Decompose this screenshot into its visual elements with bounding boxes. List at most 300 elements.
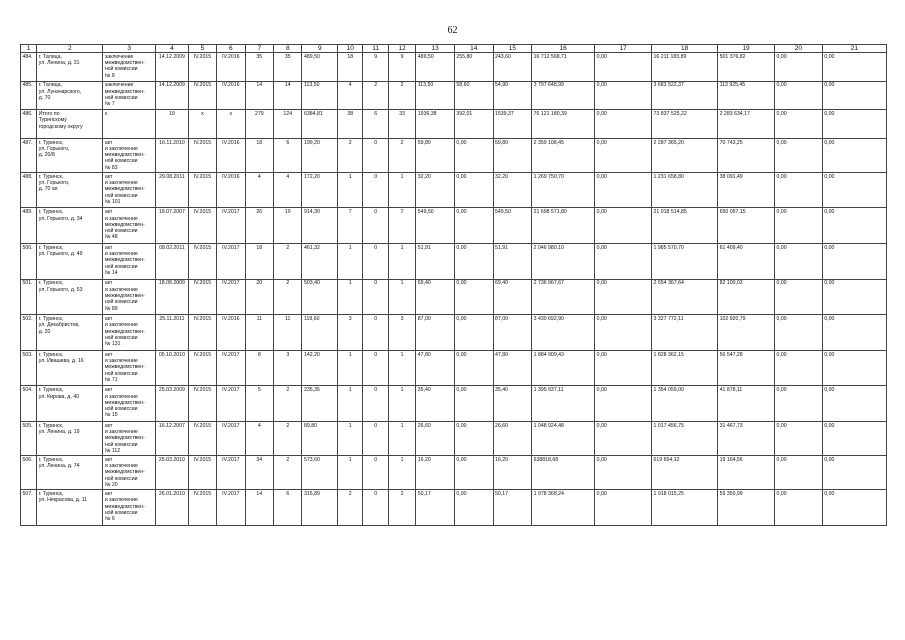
table-cell: 16 211 183,89 <box>652 53 718 82</box>
table-row <box>21 315 887 351</box>
table-cell: 58,60 <box>454 81 493 110</box>
table-cell: 2 046 980,10 <box>532 244 595 280</box>
table-cell: 549,50 <box>416 208 455 244</box>
table-cell: 484. <box>21 53 37 82</box>
table-cell: акт и заключение межведомствен- ной комиссии № 101 <box>103 172 156 208</box>
table-cell: 54,90 <box>493 81 532 110</box>
table-cell: 1 <box>388 456 415 490</box>
table-cell: 0,00 <box>775 456 823 490</box>
table-cell: 2 <box>338 138 363 172</box>
table-cell: заключение межведомствен- ной комиссии № 7 <box>103 81 156 110</box>
table-cell: 0,00 <box>595 81 652 110</box>
table-cell: 69,40 <box>493 279 532 315</box>
table-cell: 31 467,73 <box>718 422 775 456</box>
table-cell: 650 057,15 <box>718 208 775 244</box>
table-cell: 0,00 <box>822 490 886 526</box>
table-cell: акт и заключение межведомствен- ной комиссии № 20 <box>103 456 156 490</box>
table-cell: IV.2015 <box>188 279 216 315</box>
table-cell: 47,80 <box>416 350 455 386</box>
column-number-row <box>21 45 887 53</box>
table-row <box>21 244 887 280</box>
table-cell: 124 <box>274 110 302 139</box>
table-cell: 506. <box>21 456 37 490</box>
table-cell: 142,20 <box>302 350 338 386</box>
table-cell: 1 354 059,00 <box>652 386 718 422</box>
table-cell: 59,80 <box>416 138 455 172</box>
table-cell: 0 <box>363 208 388 244</box>
table-cell: 1 017 456,75 <box>652 422 718 456</box>
table-cell: 0,00 <box>822 172 886 208</box>
table-cell: 18 <box>245 244 273 280</box>
table-cell: 32,20 <box>416 172 455 208</box>
table-cell: 113,50 <box>302 81 338 110</box>
table-cell: 0,00 <box>822 208 886 244</box>
table-cell: 87,00 <box>493 315 532 351</box>
table-cell: 9 <box>363 53 388 82</box>
table-row <box>21 81 887 110</box>
table-cell: 0,00 <box>775 490 823 526</box>
table-cell: 1 <box>388 422 415 456</box>
table-cell: г. Туринск, ул. Ленина, д. 74 <box>37 456 103 490</box>
table-cell: 0,00 <box>822 386 886 422</box>
table-cell: 2 <box>363 81 388 110</box>
table-cell: 573,60 <box>302 456 338 490</box>
table-cell: 87,00 <box>416 315 455 351</box>
table-cell: IV.2016 <box>217 315 245 351</box>
table-cell: 0,00 <box>822 279 886 315</box>
table-cell: x <box>217 110 245 139</box>
table-cell: 0,00 <box>454 386 493 422</box>
table-cell: 2 <box>274 422 302 456</box>
table-cell: 392,01 <box>454 110 493 139</box>
table-cell: 25.03.2010 <box>156 456 189 490</box>
table-cell: 1 <box>388 244 415 280</box>
table-cell: 0,00 <box>595 350 652 386</box>
table-cell: 0 <box>363 172 388 208</box>
column-number-header: 14 <box>454 45 493 53</box>
table-cell: 486. <box>21 110 37 139</box>
table-cell: IV.2015 <box>188 53 216 82</box>
table-cell: акт и заключение межведомствен- ной комиссии № 71 <box>103 350 156 386</box>
table-cell: 1 <box>338 386 363 422</box>
table-cell: 0,00 <box>595 386 652 422</box>
table-cell: г. Талица, ул. Луначарского, д. 70 <box>37 81 103 110</box>
table-cell: 3 <box>338 315 363 351</box>
table-cell: 0 <box>363 350 388 386</box>
table-cell: 19.07.2007 <box>156 208 189 244</box>
table-cell: 638818,68 <box>532 456 595 490</box>
table-cell: 4 <box>245 422 273 456</box>
column-number-header: 9 <box>302 45 338 53</box>
table-cell: 0,00 <box>775 244 823 280</box>
table-cell: 1 <box>338 422 363 456</box>
table-cell: 29.08.2011 <box>156 172 189 208</box>
table-cell: 3 430 692,90 <box>532 315 595 351</box>
column-number-header: 20 <box>775 45 823 53</box>
table-cell: 503. <box>21 350 37 386</box>
column-number-header: 2 <box>37 45 103 53</box>
table-cell: IV.2017 <box>217 386 245 422</box>
table-cell: г. Туринск, ул. Некрасова, д. 11 <box>37 490 103 526</box>
column-number-header: 8 <box>274 45 302 53</box>
table-cell: 1 884 909,43 <box>532 350 595 386</box>
table-cell: акт и заключение межведомствен- ной комиссии № 15 <box>103 386 156 422</box>
table-cell: 3 <box>388 315 415 351</box>
table-cell: 3 327 772,11 <box>652 315 718 351</box>
table-cell: 51,91 <box>416 244 455 280</box>
table-row <box>21 279 887 315</box>
table-cell: 914,30 <box>302 208 338 244</box>
table-cell: г. Туринск, ул. Горького, д. 70 ая <box>37 172 103 208</box>
column-number-header: 1 <box>21 45 37 53</box>
table-cell: 487. <box>21 138 37 172</box>
table-cell: IV.2015 <box>188 315 216 351</box>
table-cell: 1 <box>338 456 363 490</box>
table-cell: 8 <box>245 350 273 386</box>
table-cell: 6 <box>274 138 302 172</box>
table-cell: 0,00 <box>595 172 652 208</box>
table-cell: 21 018 514,85 <box>652 208 718 244</box>
table-cell: 26 <box>245 208 273 244</box>
table-cell: акт и заключение межведомствен- ной комиссии № 48 <box>103 208 156 244</box>
table-cell: 05.10.2010 <box>156 350 189 386</box>
table-cell: 59,80 <box>493 138 532 172</box>
column-number-header: 16 <box>532 45 595 53</box>
table-cell: 1 <box>388 279 415 315</box>
column-number-header: 4 <box>156 45 189 53</box>
column-number-header: 21 <box>822 45 886 53</box>
column-number-header: 10 <box>338 45 363 53</box>
table-cell: 26,60 <box>493 422 532 456</box>
table-cell: 1 <box>388 350 415 386</box>
table-cell: 507. <box>21 490 37 526</box>
table-cell: 1 <box>338 244 363 280</box>
table-cell: 315,89 <box>302 490 338 526</box>
table-cell: 0,00 <box>775 138 823 172</box>
column-number-header: 11 <box>363 45 388 53</box>
table-cell: г. Туринск, ул. Ивашева, д. 16 <box>37 350 103 386</box>
table-cell: г. Туринск, ул. Горького, д. 49 <box>37 244 103 280</box>
column-number-header: 3 <box>103 45 156 53</box>
table-row <box>21 208 887 244</box>
table-cell: IV.2017 <box>217 422 245 456</box>
table-cell: г. Туринск, ул. Горького, д. 34 <box>37 208 103 244</box>
table-cell: 2 <box>274 279 302 315</box>
table-cell: 549,50 <box>493 208 532 244</box>
table-cell: 16 712 568,71 <box>532 53 595 82</box>
table-cell: 1 048 924,48 <box>532 422 595 456</box>
table-cell: IV.2017 <box>217 456 245 490</box>
table-row <box>21 110 887 139</box>
table-cell: г. Туринск, ул. Горького, д. 20/8 <box>37 138 103 172</box>
column-number-header: 7 <box>245 45 273 53</box>
table-cell: 1 269 750,70 <box>532 172 595 208</box>
table-cell: 7 <box>388 208 415 244</box>
table-cell: IV.2016 <box>217 81 245 110</box>
table-cell: 89,80 <box>302 422 338 456</box>
table-cell: IV.2015 <box>188 350 216 386</box>
column-number-header: 15 <box>493 45 532 53</box>
table-cell: 505. <box>21 422 37 456</box>
column-number-header: 6 <box>217 45 245 53</box>
table-cell: 0,00 <box>775 422 823 456</box>
table-cell: 0,00 <box>822 315 886 351</box>
table-cell: 20 <box>245 279 273 315</box>
table-cell: 6 <box>363 110 388 139</box>
table-cell: 82 100,03 <box>718 279 775 315</box>
table-cell: 501 376,82 <box>718 53 775 82</box>
table-cell: 461,32 <box>302 244 338 280</box>
table-cell: IV.2017 <box>217 279 245 315</box>
table-cell: 1 <box>338 350 363 386</box>
table-cell: 0,00 <box>454 244 493 280</box>
table-cell: 2 <box>388 81 415 110</box>
table-cell: 1 918 015,25 <box>652 490 718 526</box>
table-cell: 34 <box>245 456 273 490</box>
table-cell: 0,00 <box>775 208 823 244</box>
table-cell: 73 837 525,22 <box>652 110 718 139</box>
table-cell: 19 <box>274 208 302 244</box>
table-cell: 0,00 <box>595 138 652 172</box>
table-cell: IV.2017 <box>217 490 245 526</box>
table-cell: 2 359 108,45 <box>532 138 595 172</box>
table-cell: IV.2016 <box>217 138 245 172</box>
table-cell: 1539,37 <box>493 110 532 139</box>
table-cell: 35 <box>245 53 273 82</box>
table-cell: x <box>103 110 156 139</box>
table-cell: 1 828 362,15 <box>652 350 718 386</box>
table-cell: 1 <box>338 279 363 315</box>
table-row <box>21 422 887 456</box>
table-cell: 6 <box>274 490 302 526</box>
table-cell: 26.01.2010 <box>156 490 189 526</box>
table-cell: 0,00 <box>454 172 493 208</box>
table-cell: 279 <box>245 110 273 139</box>
table-cell: 51,91 <box>493 244 532 280</box>
table-cell: 0,00 <box>454 315 493 351</box>
table-cell: 0,00 <box>454 208 493 244</box>
table-cell: 14.12.2009 <box>156 53 189 82</box>
table-cell: Итого по Туринскому городскому округу <box>37 110 103 139</box>
column-number-header: 19 <box>718 45 775 53</box>
column-number-header: 12 <box>388 45 415 53</box>
table-cell: 1 395 937,11 <box>532 386 595 422</box>
table-cell: 16,20 <box>416 456 455 490</box>
table-cell: 14 <box>245 81 273 110</box>
table-cell: 1 231 658,80 <box>652 172 718 208</box>
table-cell: 76 121 180,39 <box>532 110 595 139</box>
table-cell: 0,00 <box>775 386 823 422</box>
table-cell: 502. <box>21 315 37 351</box>
table-cell: 0 <box>363 422 388 456</box>
table-cell: 7 <box>338 208 363 244</box>
table-cell: 0,00 <box>595 490 652 526</box>
table-cell: 501. <box>21 279 37 315</box>
table-cell: IV.2017 <box>217 244 245 280</box>
table-cell: 0 <box>363 490 388 526</box>
table-cell: 0,00 <box>595 279 652 315</box>
table-cell: 6384,81 <box>302 110 338 139</box>
table-cell: 0,00 <box>454 279 493 315</box>
table-cell: 199,20 <box>302 138 338 172</box>
table-cell: 0,00 <box>454 422 493 456</box>
table-cell: 41 878,11 <box>718 386 775 422</box>
table-cell: 0,00 <box>595 53 652 82</box>
table-cell: г. Туринск, ул. Ленина, д. 19 <box>37 422 103 456</box>
table-cell: акт и заключение межведомствен- ной комиссии № 89 <box>103 279 156 315</box>
table-cell: 0,00 <box>775 350 823 386</box>
table-cell: 0,00 <box>822 456 886 490</box>
table-cell: IV.2015 <box>188 422 216 456</box>
table-cell: 0,00 <box>454 490 493 526</box>
table-cell: 32,20 <box>493 172 532 208</box>
table-cell: 2 <box>388 490 415 526</box>
table-cell: акт и заключение межведомствен- ной комиссии № 6 <box>103 490 156 526</box>
table-cell: 119,60 <box>302 315 338 351</box>
table-cell: IV.2015 <box>188 244 216 280</box>
table-cell: 113,50 <box>416 81 455 110</box>
table-cell: 0 <box>363 315 388 351</box>
column-number-header: 13 <box>416 45 455 53</box>
table-cell: 4 <box>245 172 273 208</box>
table-cell: 0,00 <box>775 315 823 351</box>
table-cell: 3 683 522,37 <box>652 81 718 110</box>
table-cell: 4 <box>274 172 302 208</box>
table-cell: 2 <box>274 386 302 422</box>
table-cell: IV.2015 <box>188 208 216 244</box>
table-cell: г. Туринск, ул. Кирова, д. 40 <box>37 386 103 422</box>
table-cell: 25.03.2009 <box>156 386 189 422</box>
table-cell: 19 <box>156 110 189 139</box>
table-cell: 485. <box>21 81 37 110</box>
table-cell: 26,60 <box>416 422 455 456</box>
table-cell: 0 <box>363 279 388 315</box>
table-cell: x <box>188 110 216 139</box>
table-cell: 0,00 <box>595 208 652 244</box>
table-cell: 0,00 <box>822 53 886 82</box>
table-cell: 16.11.2010 <box>156 138 189 172</box>
table-cell: 0,00 <box>775 279 823 315</box>
table-cell: 50,17 <box>416 490 455 526</box>
table-cell: 0 <box>363 386 388 422</box>
table-cell: 504. <box>21 386 37 422</box>
table-row <box>21 138 887 172</box>
table-cell: 1 <box>388 386 415 422</box>
table-cell: 19 164,56 <box>718 456 775 490</box>
table-cell: IV.2017 <box>217 350 245 386</box>
table-row <box>21 490 887 526</box>
table-cell: 488. <box>21 172 37 208</box>
table-cell: 2 <box>274 244 302 280</box>
table-cell: 59 350,99 <box>718 490 775 526</box>
table-cell: 21 698 571,80 <box>532 208 595 244</box>
table-cell: акт и заключение межведомствен- ной комиссии № 131 <box>103 315 156 351</box>
table-cell: IV.2015 <box>188 456 216 490</box>
table-cell: 14 <box>245 490 273 526</box>
table-cell: 0,00 <box>595 422 652 456</box>
table-cell: 0 <box>363 244 388 280</box>
table-cell: 0,00 <box>775 172 823 208</box>
table-cell: 2 287 365,20 <box>652 138 718 172</box>
table-cell: г. Талица, ул. Ленина, д. 31 <box>37 53 103 82</box>
table-row <box>21 172 887 208</box>
table-cell: 50,17 <box>493 490 532 526</box>
table-cell: 0,00 <box>822 422 886 456</box>
table-cell: 3 <box>274 350 302 386</box>
table-row <box>21 53 887 82</box>
table-cell: 113 925,45 <box>718 81 775 110</box>
table-cell: акт и заключение межведомствен- ной комиссии № 14 <box>103 244 156 280</box>
table-cell: IV.2015 <box>188 81 216 110</box>
table-cell: 0,00 <box>454 138 493 172</box>
table-cell: 0,00 <box>822 350 886 386</box>
table-cell: 0,00 <box>595 110 652 139</box>
table-cell: 0,00 <box>595 244 652 280</box>
column-number-header: 17 <box>595 45 652 53</box>
table-cell: 489,50 <box>302 53 338 82</box>
table-cell: 18.08.2009 <box>156 279 189 315</box>
table-cell: 0,00 <box>822 81 886 110</box>
table-cell: г. Туринск, ул. Горького, д. 53 <box>37 279 103 315</box>
table-cell: 61 409,40 <box>718 244 775 280</box>
table-cell: 503,40 <box>302 279 338 315</box>
table-cell: 0,00 <box>775 53 823 82</box>
table-cell: акт и заключение межведомствен- ной комиссии № 83 <box>103 138 156 172</box>
table-cell: 235,35 <box>302 386 338 422</box>
table-cell: 0,00 <box>822 244 886 280</box>
table-cell: заключение межведомствен- ной комиссии № 8 <box>103 53 156 82</box>
table-row <box>21 456 887 490</box>
table-cell: 25.11.2011 <box>156 315 189 351</box>
table-cell: 16,20 <box>493 456 532 490</box>
table-cell: 0 <box>363 456 388 490</box>
table-cell: 35 <box>274 53 302 82</box>
table-cell: 18 <box>245 138 273 172</box>
table-cell: IV.2016 <box>217 53 245 82</box>
table-cell: 172,20 <box>302 172 338 208</box>
table-cell: 69,40 <box>416 279 455 315</box>
table-cell: 11 <box>274 315 302 351</box>
table-cell: 1 <box>338 172 363 208</box>
table-cell: IV.2015 <box>188 172 216 208</box>
table-cell: 38 091,49 <box>718 172 775 208</box>
table-cell: 1 <box>388 172 415 208</box>
table-row <box>21 386 887 422</box>
table-cell: 0,00 <box>775 110 823 139</box>
page-number: 62 <box>447 25 458 36</box>
table-cell: 0,00 <box>822 138 886 172</box>
table-cell: IV.2017 <box>217 208 245 244</box>
table-cell: 0,00 <box>822 110 886 139</box>
table-cell: 14.12.2009 <box>156 81 189 110</box>
table-cell: 38 <box>338 110 363 139</box>
table-cell: 0,00 <box>775 81 823 110</box>
table-cell: 47,80 <box>493 350 532 386</box>
table-row <box>21 350 887 386</box>
table-cell: 56 547,28 <box>718 350 775 386</box>
table-cell: 2 736 967,67 <box>532 279 595 315</box>
table-cell: 2 654 367,64 <box>652 279 718 315</box>
table-cell: 33 <box>388 110 415 139</box>
table-cell: 0,00 <box>595 315 652 351</box>
table-cell: 3 797 648,99 <box>532 81 595 110</box>
table-cell: г. Туринск, ул. Декабристов, д. 20 <box>37 315 103 351</box>
table-cell: 70 743,25 <box>718 138 775 172</box>
table-cell: 0,00 <box>454 456 493 490</box>
table-cell: IV.2015 <box>188 490 216 526</box>
column-number-header: 18 <box>652 45 718 53</box>
table-cell: 102 920,79 <box>718 315 775 351</box>
